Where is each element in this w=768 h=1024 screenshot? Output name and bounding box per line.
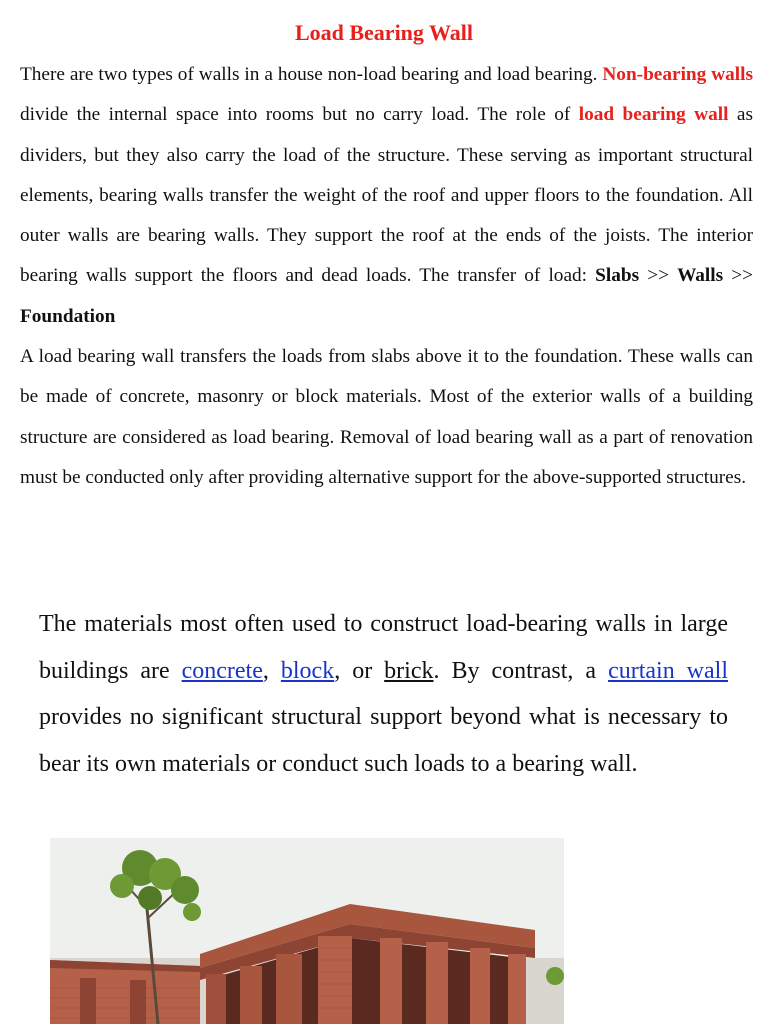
comma-or: , or — [334, 657, 385, 684]
brick-term: brick — [384, 657, 434, 684]
load-path-foundation: Foundation — [20, 305, 116, 327]
page-title: Load Bearing Wall — [294, 20, 474, 45]
brick-building-illustration — [50, 838, 564, 1024]
brick-building-photo — [50, 838, 564, 1024]
load-path-walls: Walls — [677, 265, 724, 287]
load-bearing-wall-term: load bearing wall — [578, 104, 729, 126]
materials-text-3: provides no significant structural support beyond what is necessary to bear its own materials or conduct such loads to a bearing wall. — [39, 704, 728, 777]
load-path-separator-2: >> — [723, 265, 754, 287]
concrete-link[interactable]: concrete — [181, 657, 263, 684]
non-bearing-walls-term: Non-bearing walls — [602, 64, 753, 85]
load-path-separator-1: >> — [639, 265, 678, 287]
block-link[interactable]: block — [280, 657, 335, 684]
intro-paragraph — [20, 55, 753, 337]
materials-text-1: The materials most often used to construct load-bearing walls in large buildings are — [39, 611, 728, 684]
comma-1: , — [262, 657, 281, 684]
intro-text-1: There are two types of walls in a house non-load bearing and load bearing. — [20, 64, 603, 85]
load-path-slabs: Slabs — [595, 265, 640, 287]
intro-text-3: as dividers, but they also carry the load of the structure. These serving as important structural elements, bearing walls transfer the weight of the roof and upper floors to the foundation. All outer walls are bearing walls. They support the roof at the ends of the joists. The interior bearing walls support the floors and dead loads. The transfer of load: — [20, 104, 753, 287]
materials-paragraph — [39, 601, 728, 787]
materials-text-2: . By contrast, a — [433, 657, 609, 684]
load-transfer-paragraph: A load bearing wall transfers the loads from slabs above it to the foundation. These walls can be made of concrete, masonry or block materials. Most of the exterior walls of a building structure are considered as load bearing. Removal of load bearing wall as a part of renovation must be conducted only after providing alternative support for the above-supported structures. — [20, 346, 753, 488]
curtain-wall-link[interactable]: curtain wall — [608, 657, 728, 684]
intro-text-2: divide the internal space into rooms but no carry load. The role of — [20, 104, 579, 126]
